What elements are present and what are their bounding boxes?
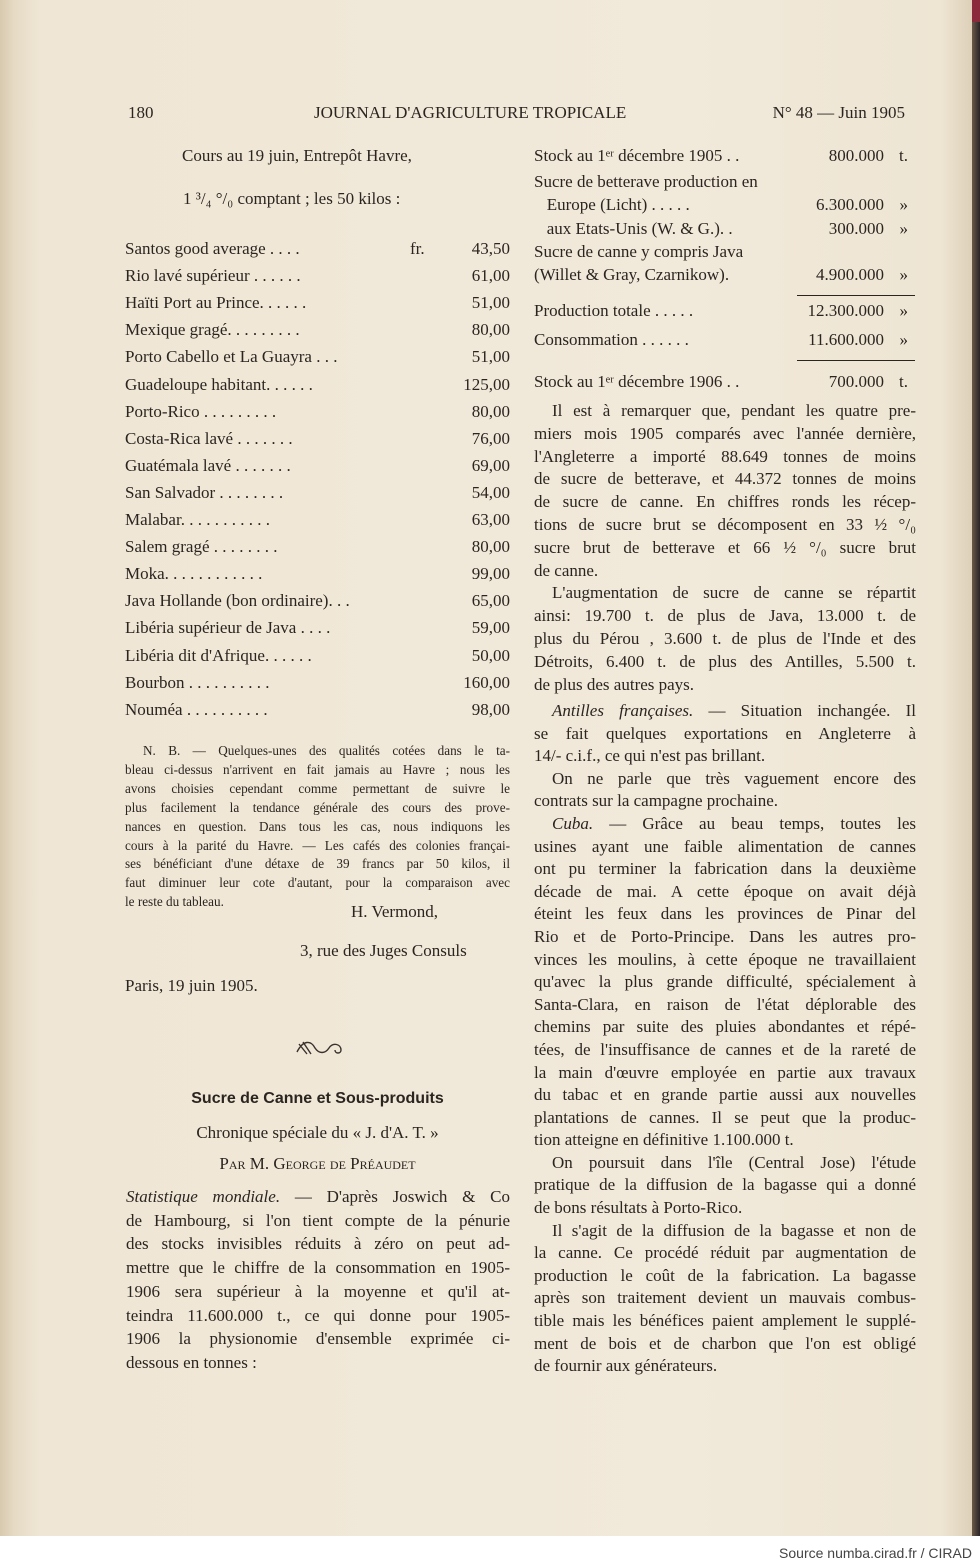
text-line [534,858,916,881]
table-row [125,347,510,374]
stat-unit: t. [899,146,908,165]
coffee-intro: Cours au 19 juin, Entrepôt Havre, [182,146,412,165]
currency-label: fr. [410,239,425,258]
coffee-name: Java Hollande (bon ordinaire). . . [125,591,350,611]
table-row [534,242,916,266]
stat-value: 4.900.000 [816,265,884,284]
stat-label: Europe (Licht) . . . . . [534,195,690,214]
stat-label: (Willet & Gray, Czarnikow). [534,265,730,284]
line-text: mettre que le chiffre de la consommation en 1905- [126,1258,510,1278]
coffee-name: Porto-Rico . . . . . . . . . [125,401,277,421]
table-row [534,372,916,396]
line-text: qu'avec la plus grande difficulté, spécialement à [534,972,916,992]
stat-label: Production totale . . . . . [534,301,694,320]
coffee-price: 63,00 [471,510,510,529]
stat-value: 6.300.000 [816,195,884,214]
line-text: Il est à remarquer que, pendant les quatre pre- [552,401,916,420]
note-line: le reste du tableau. [125,894,224,910]
table-row [125,266,510,293]
line-text: production le coût de la fabrication. La bagasse [534,1265,916,1285]
text-line [534,605,916,628]
table-row [534,265,916,289]
line-text: pratique de la diffusion de la bagasse qui a donné [534,1175,916,1195]
note-line: N. B. — Quelques-unes des qualités cotées dans le ta- [143,743,510,758]
text-line [126,1185,510,1209]
text-line [534,628,916,651]
line-text: du tabac et en grande partie aussi aux nouvelles [534,1085,916,1105]
table-row [534,195,916,219]
text-line [534,903,916,926]
italic-lead: Statistique mondiale. [126,1187,281,1206]
line-text: chemins par suite des pluies abondantes et répé- [534,1017,916,1037]
stat-value: 700.000 [828,372,884,391]
table-row [534,301,916,325]
text-line [534,423,916,446]
line-text: dessous en tonnes : [126,1352,257,1372]
coffee-name: Malabar. . . . . . . . . . . [125,510,270,529]
line-text: — Grâce au beau temps, toutes les [593,813,916,833]
stat-label: Consommation . . . . . . [534,330,689,349]
text-line [534,1220,916,1243]
text-line [126,1209,510,1233]
text-line [534,926,916,949]
coffee-name: Costa-Rica lavé . . . . . . . [125,428,293,448]
text-line [534,1016,916,1039]
line-text: ment de bois et de charbon que l'on est obligé [534,1333,916,1353]
text-line [534,537,916,560]
text-line [534,1310,916,1333]
table-row [125,429,510,456]
table-row [125,375,510,402]
address: 3, rue des Juges Consuls [300,941,467,960]
text-line [534,949,916,972]
stat-unit: » [899,330,908,349]
sum-rule [797,295,915,296]
text-line [126,1256,510,1280]
coffee-name: Nouméa . . . . . . . . . . [125,699,268,719]
line-text: Rio et de Porto-Principe. Dans les autres pro- [534,926,916,946]
line-text: 14/- c.i.f., ce qui n'est pas brillant. [534,746,766,766]
line-text: la main d'œuvre employée en partie aux travaux [534,1062,916,1082]
line-text: On poursuit dans l'île (Central Jose) l'étude [552,1152,916,1172]
coffee-name: Santos good average . . . . [125,239,300,258]
line-text: ainsi: 19.700 t. de plus de Java, 13.000 t. de [534,606,916,626]
stat-unit: » [899,265,908,284]
line-text: — D'après Joswich & Co [280,1187,511,1206]
article-subtitle: Chronique spéciale du « J. d'A. T. » [196,1123,439,1142]
stat-value: 11.600.000 [808,330,884,349]
table-row [125,402,510,429]
coffee-name: Bourbon . . . . . . . . . . [125,672,270,692]
issue-label: N° 48 — Juin 1905 [772,103,905,122]
table-row [534,330,916,354]
table-row [534,146,916,170]
text-line [534,994,916,1017]
text-line [534,1174,916,1197]
table-row [125,239,510,266]
line-text: Détroits, 6.400 t. de plus des Antilles, 5.500 t. [534,651,916,671]
text-line [534,836,916,859]
note-line: cours à la parité du Havre. — Les cafés des colonies françai- [125,837,510,853]
text-line [534,1107,916,1130]
line-text: tions de sucre brut se décomposent en 33 ½ °/₀ [534,514,916,534]
table-row [125,537,510,564]
text-line [534,1084,916,1107]
stat-unit: t. [899,372,908,391]
coffee-price: 80,00 [471,320,510,340]
coffee-name: Porto Cabello et La Guayra . . . [125,347,338,367]
text-line [534,651,916,674]
signature: H. Vermond, [351,902,439,921]
text-line [534,1129,916,1152]
coffee-name: Libéria dit d'Afrique. . . . . . [125,645,312,665]
text-line [126,1232,510,1256]
coffee-price: 51,00 [471,347,510,367]
coffee-name: San Salvador . . . . . . . . [125,482,284,502]
right-column-upper [534,400,916,696]
italic-lead: Antilles françaises. [552,701,694,720]
stat-unit: » [899,195,908,214]
line-text: l'Angleterre a importé 88.649 tonnes de moins [534,446,916,466]
text-line [534,768,916,791]
line-text: plantations de cannes. Il se peut que la produc- [534,1107,916,1127]
table-row [125,646,510,673]
line-text: 1906 sera supérieur à la moyenne et qu'il at- [126,1281,510,1301]
line-text: de fournir aux générateurs. [534,1356,718,1376]
stat-label: Sucre de betterave production en [534,172,758,191]
line-text: après son traitement devient un mauvais combus- [534,1288,916,1308]
line-text: On ne parle que très vaguement encore des [552,768,916,788]
text-line [534,723,916,746]
table-row [125,591,510,618]
coffee-price: 50,00 [471,645,510,665]
coffee-price: 43,50 [471,239,510,258]
line-text: plus du Pérou , 3.600 t. de plus de l'Inde et des [534,628,916,648]
stat-unit: » [899,301,908,320]
table-row [125,510,510,537]
stat-label: Sucre de canne y compris Java [534,242,744,261]
text-line [534,1287,916,1310]
coffee-price: 160,00 [463,672,510,692]
text-line [534,560,916,583]
table-row [125,320,510,347]
sum-rule [797,360,915,361]
note-line: nances en question. Dans tous les cas, nous indiquons les [125,818,510,834]
coffee-price: 61,00 [471,266,510,286]
page-number: 180 [128,103,154,122]
line-text: de Hambourg, si l'on tient compte de la pénurie [126,1210,510,1230]
line-text: tées, de l'insuffisance de cannes et de la rareté de [534,1039,916,1059]
text-line [534,1242,916,1265]
table-row [534,219,916,243]
coffee-terms: 1 ³/₄ °/₀ comptant ; les 50 kilos : [183,189,401,208]
note-line: ses bénéficiant d'une détaxe de 39 francs par 50 kilos, il [125,856,510,872]
coffee-price: 125,00 [463,374,510,394]
note-line: bleau ci-dessus n'arrivent en fait jamais au Havre ; nous les [125,761,510,777]
text-line [534,582,916,605]
text-line [534,514,916,537]
article-byline: Par M. George de Préaudet [219,1154,416,1173]
coffee-name: Moka. . . . . . . . . . . . [125,564,263,584]
stat-value: 300.000 [828,219,884,238]
table-row [125,293,510,320]
text-line [534,400,916,423]
line-text: décade de mai. A cette époque on avait déjà [534,881,916,901]
coffee-name: Salem gragé . . . . . . . . [125,537,278,557]
coffee-name: Libéria supérieur de Java . . . . [125,618,331,638]
coffee-price: 54,00 [471,482,510,502]
line-text: de bons résultats à Porto-Rico. [534,1198,743,1218]
journal-title: JOURNAL D'AGRICULTURE TROPICALE [314,103,627,122]
line-text: teindra 11.600.000 t., ce qui donne pour 1905- [126,1305,510,1325]
text-line [534,745,916,768]
source-credit: Source numba.cirad.fr / CIRAD [779,1545,972,1561]
table-row [125,456,510,483]
article-intro [126,1185,510,1375]
line-text: Il s'agit de la diffusion de la bagasse et non de [552,1220,916,1240]
coffee-name: Guadeloupe habitant. . . . . . [125,374,313,394]
coffee-price: 98,00 [471,699,510,719]
line-text: Santa-Clara, en raison de l'état déplorable des [534,994,916,1014]
stat-label: aux Etats-Unis (W. & G.). . [534,219,733,238]
note-block [125,742,510,912]
stat-value: 800.000 [828,146,884,165]
text-line [534,971,916,994]
line-text: L'augmentation de sucre de canne se répartit [552,583,916,603]
dateline: Paris, 19 juin 1905. [125,976,258,995]
note-line: avons choisies cependant comme permettant de suivre le [125,780,510,796]
stat-unit: » [899,219,908,238]
coffee-price: 80,00 [471,401,510,421]
line-text: tion atteigne en définitive 1.100.000 t. [534,1130,794,1150]
line-text: la canne. Ce procédé réduit par augmentation de [534,1243,916,1263]
coffee-price: 80,00 [471,537,510,557]
table-row [534,172,916,196]
coffee-price: 59,00 [471,618,510,638]
line-text: usines ayant une faible alimentation de cannes [534,836,916,856]
line-text: ont pu terminer la fabrication dans la deuxième [534,859,916,879]
line-text: contrats sur la campagne prochaine. [534,791,779,811]
table-row [125,700,510,727]
coffee-price: 51,00 [471,293,510,313]
line-text: de sucre de canne. En chiffres ronds les récep- [534,492,916,512]
line-text: tible mais les bénéfices paient amplement le supplé- [534,1311,916,1331]
line-text: de plus des autres pays. [534,674,695,694]
text-line [534,700,916,723]
line-text: de sucre de betterave, et 44.372 tonnes de moins [534,469,916,489]
coffee-price: 99,00 [471,564,510,584]
coffee-price: 69,00 [471,455,510,475]
table-row [125,564,510,591]
line-text: vinces les moulins, à cette époque ne travaillaient [534,949,916,969]
coffee-name: Rio lavé supérieur . . . . . . [125,266,301,286]
text-line [534,468,916,491]
text-line [534,1062,916,1085]
text-line [534,1265,916,1288]
text-line [534,1355,916,1378]
text-line [534,491,916,514]
text-line [534,881,916,904]
italic-lead: Cuba. [552,813,594,833]
right-column-lower [534,700,916,1378]
table-row [125,618,510,645]
text-line [534,674,916,697]
line-text: — Situation inchangée. Il [693,701,917,720]
line-text: se fait quelques exportations en Angleterre à [534,723,916,743]
text-line [534,446,916,469]
text-line [534,1152,916,1175]
coffee-name: Guatémala lavé . . . . . . . [125,455,291,475]
text-line [126,1327,510,1351]
text-line [126,1351,510,1375]
line-text: sucre brut de betterave et 66 ½ °/₀ sucre brut [534,537,916,557]
coffee-name: Haïti Port au Prince. . . . . . [125,293,307,313]
coffee-price: 76,00 [471,428,510,448]
note-line: faut diminuer leur cote d'autant, pour la comparaison avec [125,875,510,891]
text-line [126,1280,510,1304]
text-line [126,1304,510,1328]
book-edge [972,0,980,1536]
line-text: miers mois 1905 comparés avec l'année dernière, [534,423,916,443]
line-text: 1906 la physionomie d'ensemble exprimée ci- [126,1329,510,1349]
text-line [534,1197,916,1220]
text-line [534,790,916,813]
table-row [125,673,510,700]
table-row [125,483,510,510]
coffee-price: 65,00 [471,591,510,611]
stat-value: 12.300.000 [807,301,884,320]
line-text: éteint les feux dans les provinces de Pinar del [534,904,916,924]
stat-label: Stock au 1ᵉʳ décembre 1906 . . [534,372,740,391]
note-line: plus facilement la tendance générale des cours des prove- [125,799,510,815]
coffee-name: Mexique gragé. . . . . . . . . [125,320,300,340]
text-line [534,1039,916,1062]
article-title: Sucre de Canne et Sous-produits [191,1090,444,1107]
line-text: des stocks invisibles réduits à zéro on peut ad- [126,1234,510,1254]
text-line [534,813,916,836]
stat-label: Stock au 1ᵉʳ décembre 1905 . . [534,146,740,165]
ornament-icon [293,1036,345,1058]
line-text: de canne. [534,560,599,580]
text-line [534,1333,916,1356]
